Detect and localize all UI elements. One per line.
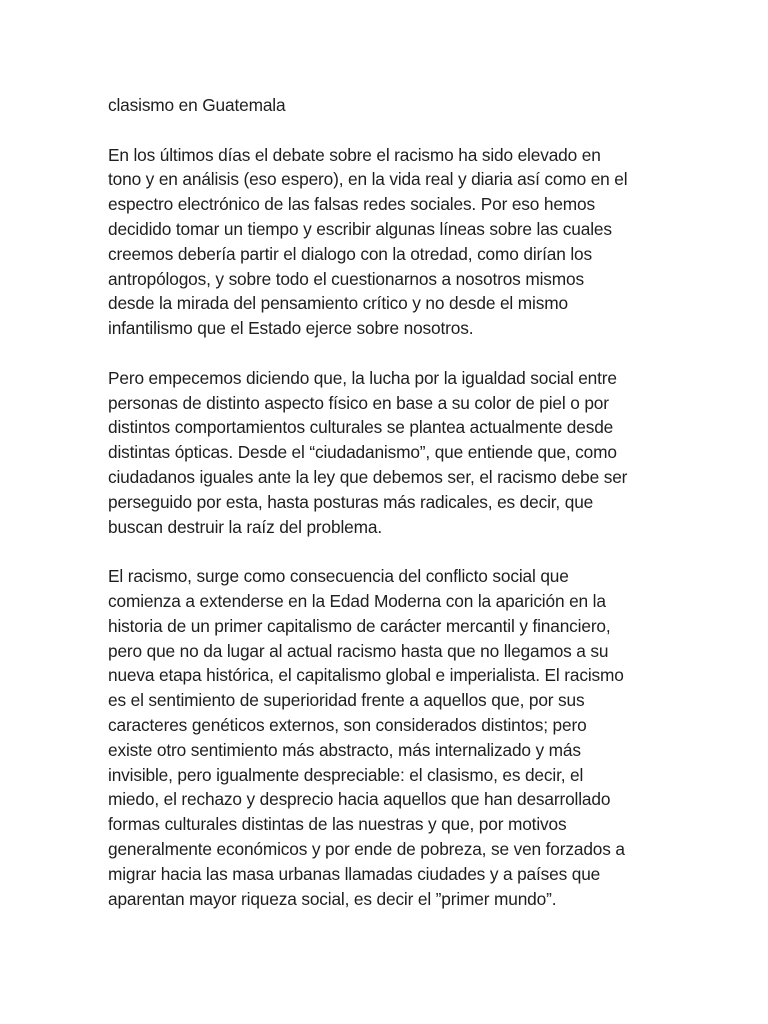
document-body xyxy=(108,93,668,936)
text-line: miedo, el rechazo y desprecio hacia aquellos que han desarrollado xyxy=(108,789,611,810)
text-line: En los últimos días el debate sobre el racismo ha sido elevado en xyxy=(108,144,601,165)
text-line: formas culturales distintas de las nuestras y que, por motivos xyxy=(108,814,567,835)
text-line: migrar hacia las masa urbanas llamadas ciudades y a países que xyxy=(108,863,601,884)
paragraph-1 xyxy=(108,143,668,341)
text-line: perseguido por esta, hasta posturas más radicales, es decir, que xyxy=(108,491,594,512)
text-line: desde la mirada del pensamiento crítico y no desde el mismo xyxy=(108,293,568,314)
text-line: caracteres genéticos externos, son considerados distintos; pero xyxy=(108,714,587,735)
text-line: Pero empecemos diciendo que, la lucha por la igualdad social entre xyxy=(108,367,617,388)
text-line: buscan destruir la raíz del problema. xyxy=(108,516,382,537)
paragraph-2 xyxy=(108,366,668,540)
text-line: es el sentimiento de superioridad frente a aquellos que, por sus xyxy=(108,690,585,711)
text-line: espectro electrónico de las falsas redes sociales. Por eso hemos xyxy=(108,194,596,215)
text-line: pero que no da lugar al actual racismo hasta que no llegamos a su xyxy=(108,640,609,661)
text-line: antropólogos, y sobre todo el cuestionarnos a nosotros mismos xyxy=(108,268,584,289)
text-line: ciudadanos iguales ante la ley que debemos ser, el racismo debe ser xyxy=(108,466,628,487)
text-line: personas de distinto aspecto físico en base a su color de piel o por xyxy=(108,392,609,413)
text-line: generalmente económicos y por ende de pobreza, se ven forzados a xyxy=(108,838,625,859)
text-line: El racismo, surge como consecuencia del conflicto social que xyxy=(108,566,569,587)
text-line: creemos debería partir el dialogo con la otredad, como dirían los xyxy=(108,243,592,264)
text-line: distintos comportamientos culturales se plantea actualmente desde xyxy=(108,417,614,438)
text-line: comienza a extenderse en la Edad Moderna con la aparición en la xyxy=(108,590,606,611)
text-line: infantilismo que el Estado ejerce sobre nosotros. xyxy=(108,318,474,339)
text-line: nueva etapa histórica, el capitalismo global e imperialista. El racismo xyxy=(108,665,624,686)
paragraph-3 xyxy=(108,564,668,911)
text-line: invisible, pero igualmente despreciable: el clasismo, es decir, el xyxy=(108,764,584,785)
text-line: decidido tomar un tiempo y escribir algunas líneas sobre las cuales xyxy=(108,218,612,239)
text-line: existe otro sentimiento más abstracto, más internalizado y más xyxy=(108,739,581,760)
text-line: distintas ópticas. Desde el “ciudadanismo”, que entiende que, como xyxy=(108,442,617,463)
text-line: historia de un primer capitalismo de carácter mercantil y financiero, xyxy=(108,615,611,636)
text-line: aparentan mayor riqueza social, es decir el ”primer mundo”. xyxy=(108,888,557,909)
document-title: clasismo en Guatemala xyxy=(108,95,286,115)
text-line: tono y en análisis (eso espero), en la vida real y diaria así como en el xyxy=(108,169,628,190)
